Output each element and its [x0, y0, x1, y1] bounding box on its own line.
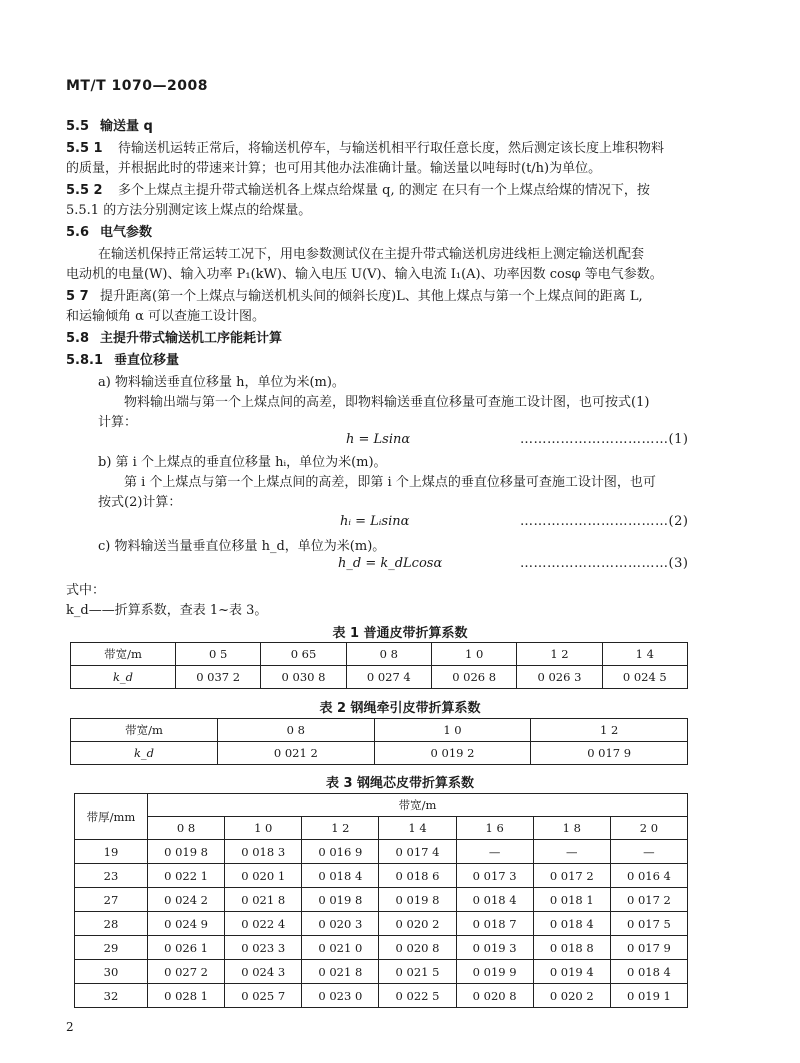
section-number: 5.6: [66, 225, 90, 240]
table-cell: 1 4: [602, 643, 687, 666]
table-cell: 0 017 2: [533, 864, 610, 888]
table-cell: —: [533, 840, 610, 864]
section-title: 垂直位移量: [114, 353, 180, 368]
item-a-line3: 计算：: [98, 415, 138, 430]
table-cell: 0 026 1: [148, 936, 225, 960]
table-cell: 0 027 4: [346, 666, 431, 689]
standard-header: MT/T 1070—2008: [66, 78, 208, 94]
table-cell: 0 017 4: [379, 840, 456, 864]
table-cell: 0 019 9: [456, 960, 533, 984]
table-cell: 0 027 2: [148, 960, 225, 984]
table-cell: 0 023 3: [225, 936, 302, 960]
section-title: 输送量 q: [100, 119, 153, 134]
thickness-cell: 28: [75, 912, 148, 936]
formula-1: h = Lsinα: [346, 432, 411, 447]
column-header: 1 2: [302, 817, 379, 840]
table-cell: 0 028 1: [148, 984, 225, 1008]
table-cell: 0 018 4: [610, 960, 687, 984]
table-cell: 0 020 8: [379, 936, 456, 960]
table-cell: 1 2: [531, 719, 688, 742]
item-a-line2: 物料输出端与第一个上煤点间的高差，即物料输送垂直位移量可查施工设计图，也可按式(1): [124, 395, 650, 410]
table-cell: 0 018 4: [456, 888, 533, 912]
table-cell: 0 019 1: [610, 984, 687, 1008]
section-title: 电气参数: [100, 225, 153, 240]
section-number: 5.8: [66, 331, 90, 346]
table-cell: 0 021 8: [225, 888, 302, 912]
row-label: 带宽/m: [71, 719, 218, 742]
table-cell: 0 017 2: [610, 888, 687, 912]
table-cell: 0 020 1: [225, 864, 302, 888]
section-5-6: [66, 224, 152, 242]
item-b-line3: 按式(2)计算：: [98, 495, 182, 510]
section-number: 5.8.1: [66, 353, 104, 368]
table-cell: —: [456, 840, 533, 864]
table-row: [71, 719, 688, 742]
formula-1-number: ……………………………(1): [520, 432, 689, 447]
table-cell: 0 022 1: [148, 864, 225, 888]
kd-definition: k_d——折算系数，查表 1~表 3。: [66, 603, 268, 618]
item-b-line2: 第 i 个上煤点与第一个上煤点间的高差，即第 i 个上煤点的垂直位移量可查施工设计图，也可: [124, 475, 656, 490]
item-c-line1: c) 物料输送当量垂直位移量 h_d，单位为米(m)。: [98, 539, 386, 554]
row-label: k_d: [71, 666, 176, 689]
para-text: 提升距离(第一个上煤点与输送机机头间的倾斜长度)L、其他上煤点与第一个上煤点间的距离 L,: [100, 289, 643, 304]
table-cell: 0 020 3: [302, 912, 379, 936]
table-cell: 0 018 8: [533, 936, 610, 960]
table-cell: 0 021 8: [302, 960, 379, 984]
column-header: 1 0: [225, 817, 302, 840]
section-5-5: [66, 118, 153, 136]
table-cell: 0 024 9: [148, 912, 225, 936]
table-cell: 1 0: [431, 643, 516, 666]
section-number: 5 7: [66, 289, 89, 304]
table-cell: 0 019 8: [302, 888, 379, 912]
table-cell: 0 030 8: [261, 666, 346, 689]
thickness-cell: 27: [75, 888, 148, 912]
section-5-8-1: [66, 352, 179, 370]
table-header-row: [75, 817, 688, 840]
table-cell: 0 019 8: [148, 840, 225, 864]
table-cell: 0 017 3: [456, 864, 533, 888]
table-cell: 0 8: [346, 643, 431, 666]
table-row: [75, 912, 688, 936]
table-cell: 0 021 0: [302, 936, 379, 960]
where-label: 式中：: [66, 583, 106, 598]
table-cell: 0 019 8: [379, 888, 456, 912]
table-cell: 0 016 9: [302, 840, 379, 864]
table-cell: 0 024 3: [225, 960, 302, 984]
formula-3: h_d = k_dLcosα: [338, 556, 443, 571]
para-text: 多个上煤点主提升带式输送机各上煤点给煤量 q, 的测定 在只有一个上煤点给煤的情况下，按: [118, 183, 650, 198]
group-header: 带宽/m: [148, 794, 688, 817]
table-cell: —: [610, 840, 687, 864]
formula-3-number: ……………………………(3): [520, 556, 689, 571]
para-5-5-2-line1: [66, 182, 650, 200]
table-cell: 0 023 0: [302, 984, 379, 1008]
column-header: 2 0: [610, 817, 687, 840]
formula-2-number: ……………………………(2): [520, 514, 689, 529]
table-cell: 0 037 2: [176, 666, 261, 689]
thickness-cell: 32: [75, 984, 148, 1008]
table-cell: 0 019 3: [456, 936, 533, 960]
table-cell: 0 025 7: [225, 984, 302, 1008]
table3-caption: 表 3 钢绳芯皮带折算系数: [325, 776, 475, 791]
table-row: [75, 936, 688, 960]
table-cell: 0 016 4: [610, 864, 687, 888]
table2: [70, 718, 688, 765]
table-cell: 0 021 2: [218, 742, 375, 765]
para-5-6-line2: 电动机的电量(W)、输入功率 P₁(kW)、输入电压 U(V)、输入电流 I₁(A)、功率因数 cosφ 等电气参数。: [66, 267, 663, 282]
table-cell: 0 022 5: [379, 984, 456, 1008]
para-5-5-2-line2: 5.5.1 的方法分别测定该上煤点的给煤量。: [66, 203, 312, 218]
table-cell: 0 020 2: [533, 984, 610, 1008]
table-cell: 0 017 9: [610, 936, 687, 960]
section-number: 5.5 2: [66, 183, 103, 198]
table-row: [75, 888, 688, 912]
table-row: [75, 984, 688, 1008]
para-5-7-line2: 和运输倾角 α 可以查施工设计图。: [66, 309, 266, 324]
table-header-row: [75, 794, 688, 817]
table-cell: 0 020 8: [456, 984, 533, 1008]
table-cell: 0 018 6: [379, 864, 456, 888]
table-cell: 0 019 2: [374, 742, 531, 765]
para-5-5-1-line2: 的质量，并根据此时的带速来计算；也可用其他办法准确计量。输送量以吨每时(t/h)为单位。: [66, 161, 602, 176]
table-cell: 1 2: [517, 643, 602, 666]
thickness-cell: 19: [75, 840, 148, 864]
table-row: [71, 742, 688, 765]
page-number: 2: [66, 1020, 74, 1034]
thickness-cell: 29: [75, 936, 148, 960]
table-cell: 0 65: [261, 643, 346, 666]
column-header: 1 8: [533, 817, 610, 840]
para-5-7-line1: [66, 288, 643, 306]
table-cell: 0 017 9: [531, 742, 688, 765]
section-number: 5.5 1: [66, 141, 103, 156]
formula-2: hᵢ = Lᵢsinα: [340, 514, 410, 529]
table-row: [75, 864, 688, 888]
table-cell: 0 022 4: [225, 912, 302, 936]
corner-header: 带厚/mm: [75, 794, 148, 840]
table-cell: 0 021 5: [379, 960, 456, 984]
thickness-cell: 30: [75, 960, 148, 984]
table3: [74, 793, 688, 1008]
item-b-line1: b) 第 i 个上煤点的垂直位移量 hᵢ，单位为米(m)。: [98, 455, 387, 470]
column-header: 1 4: [379, 817, 456, 840]
table-cell: 0 026 3: [517, 666, 602, 689]
item-a-line1: a) 物料输送垂直位移量 h，单位为米(m)。: [98, 375, 345, 390]
table3-body: [75, 840, 688, 1008]
table-row: [71, 666, 688, 689]
table-cell: 0 018 4: [533, 912, 610, 936]
row-label: 带宽/m: [71, 643, 176, 666]
table-cell: 0 020 2: [379, 912, 456, 936]
table-cell: 0 8: [218, 719, 375, 742]
table-cell: 0 017 5: [610, 912, 687, 936]
table-row: [75, 960, 688, 984]
table1: [70, 642, 688, 689]
para-5-6-line1: 在输送机保持正常运转工况下，用电参数测试仪在主提升带式输送机房进线柜上测定输送机配套: [98, 247, 645, 262]
column-header: 1 6: [456, 817, 533, 840]
table-cell: 0 018 4: [302, 864, 379, 888]
table-cell: 0 026 8: [431, 666, 516, 689]
table-cell: 0 024 5: [602, 666, 687, 689]
para-text: 待输送机运转正常后，将输送机停车，与输送机相平行取任意长度，然后测定该长度上堆积物料: [118, 141, 665, 156]
table-cell: 0 018 1: [533, 888, 610, 912]
section-number: 5.5: [66, 119, 90, 134]
table2-caption: 表 2 钢绳牵引皮带折算系数: [319, 701, 481, 716]
table-cell: 0 018 7: [456, 912, 533, 936]
table-cell: 0 5: [176, 643, 261, 666]
table-cell: 0 018 3: [225, 840, 302, 864]
table-cell: 0 024 2: [148, 888, 225, 912]
row-label: k_d: [71, 742, 218, 765]
section-5-8: [66, 330, 282, 348]
table1-caption: 表 1 普通皮带折算系数: [332, 626, 468, 641]
table-row: [75, 840, 688, 864]
table-cell: 1 0: [374, 719, 531, 742]
table-row: [71, 643, 688, 666]
table-cell: 0 019 4: [533, 960, 610, 984]
section-title: 主提升带式输送机工序能耗计算: [100, 331, 283, 346]
para-5-5-1-line1: [66, 140, 664, 158]
column-header: 0 8: [148, 817, 225, 840]
thickness-cell: 23: [75, 864, 148, 888]
